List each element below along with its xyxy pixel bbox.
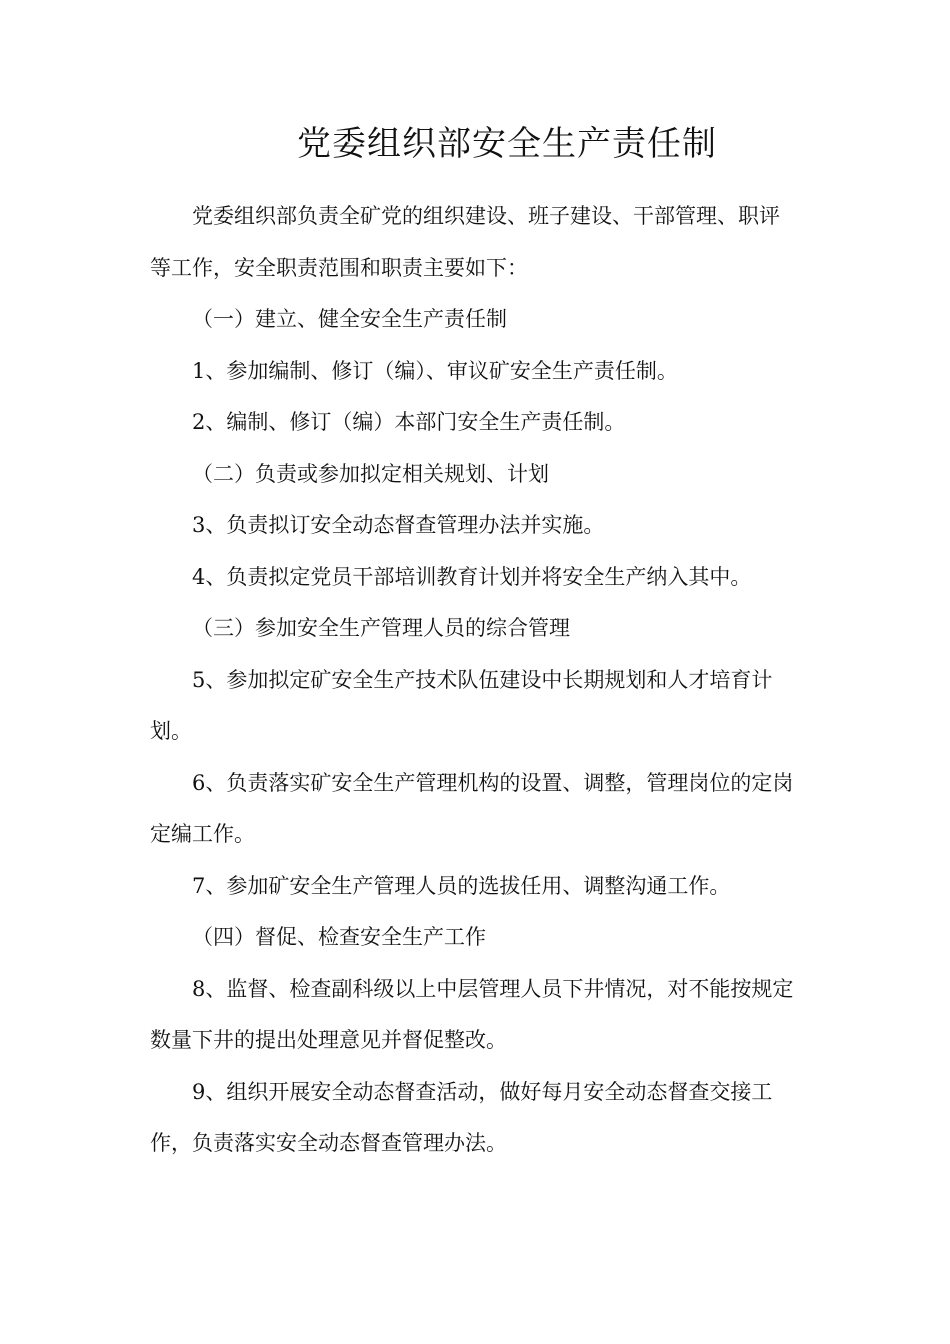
section-heading-4: （四）督促、检查安全生产工作 — [192, 925, 486, 949]
clause-2: 2、编制、修订（编）本部门安全生产责任制。 — [192, 410, 626, 434]
intro-paragraph: 党委组织部负责全矿党的组织建设、班子建设、干部管理、职评等工作，安全职责范围和职责主要如下： — [150, 204, 780, 280]
clause-1: 1、参加编制、修订（编）、审议矿安全生产责任制。 — [192, 358, 678, 383]
section-heading-2: （二）负责或参加拟定相关规划、计划 — [192, 461, 549, 486]
document-body — [150, 191, 800, 1170]
clause-4: 4、负责拟定党员干部培训教育计划并将安全生产纳入其中。 — [192, 564, 752, 589]
clause-3: 3、负责拟订安全动态督查管理办法并实施。 — [192, 513, 605, 537]
section-heading-3: （三）参加安全生产管理人员的综合管理 — [192, 616, 570, 640]
clause-8: 8、监督、检查副科级以上中层管理人员下井情况，对不能按规定数量下井的提出处理意见并督促整改。 — [150, 976, 794, 1052]
clause-5: 5、参加拟定矿安全生产技术队伍建设中长期规划和人才培育计划。 — [150, 667, 773, 743]
clause-9: 9、组织开展安全动态督查活动，做好每月安全动态督查交接工作，负责落实安全动态督查管理办法。 — [150, 1079, 773, 1155]
section-heading-1: （一）建立、健全安全生产责任制 — [192, 307, 507, 331]
clause-7: 7、参加矿安全生产管理人员的选拔任用、调整沟通工作。 — [192, 873, 731, 898]
document-title: 党委组织部安全生产责任制 — [297, 124, 717, 164]
clause-6: 6、负责落实矿安全生产管理机构的设置、调整，管理岗位的定岗定编工作。 — [150, 770, 794, 846]
